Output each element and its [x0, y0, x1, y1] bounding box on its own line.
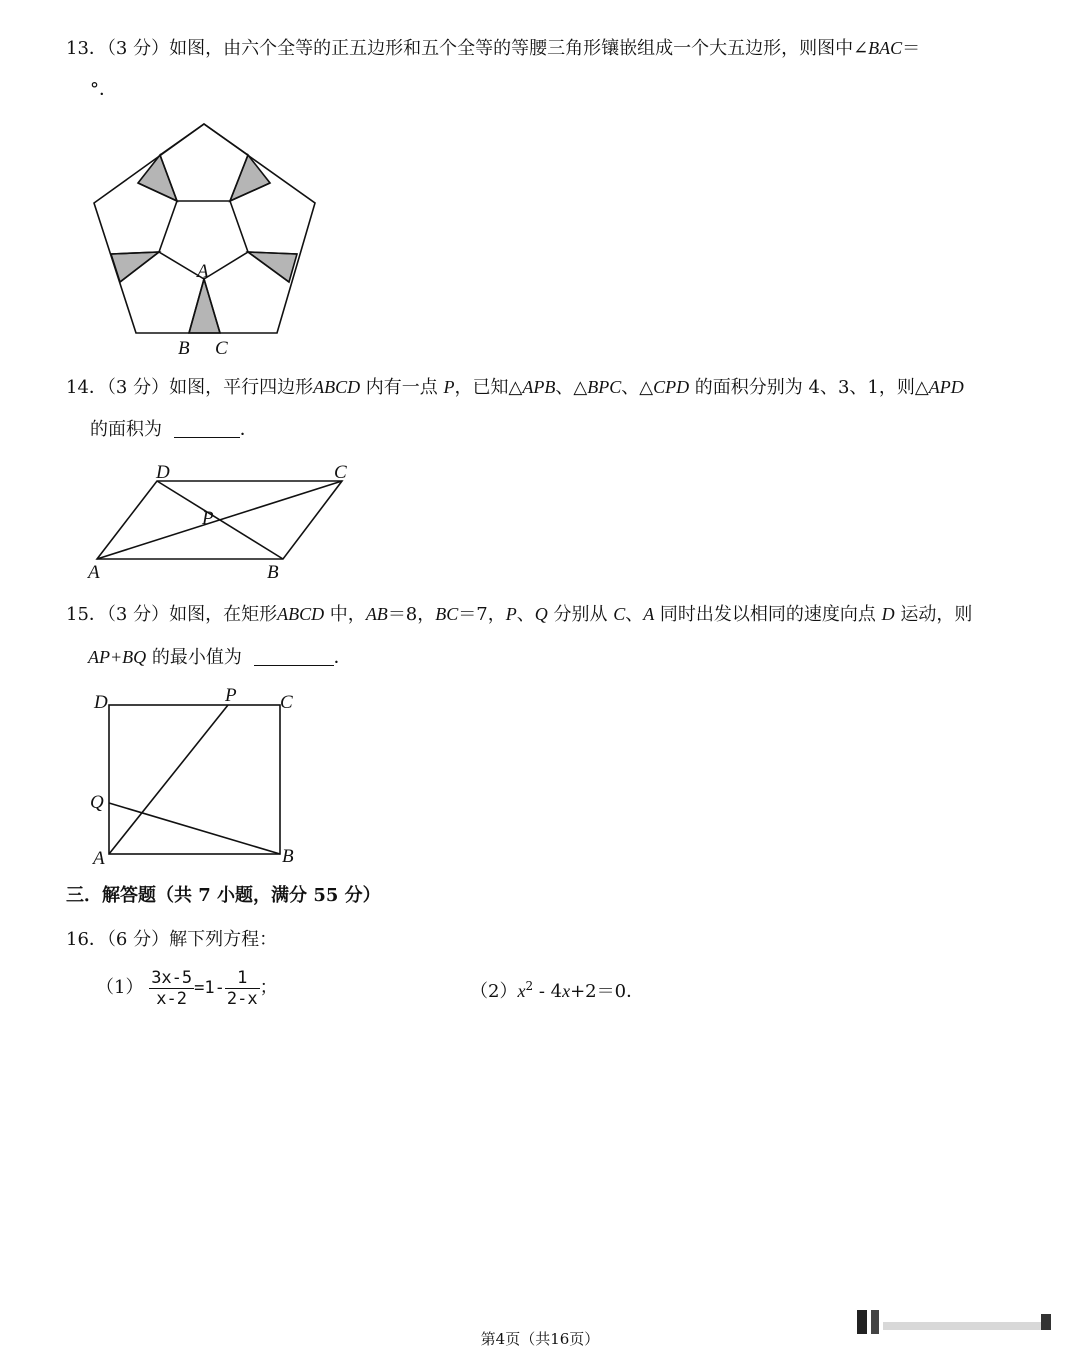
q15-rectangle-figure	[86, 682, 306, 868]
q15-segment-bq	[109, 803, 280, 854]
q14-label-d: D	[156, 462, 170, 483]
q15-answer-blank[interactable]	[254, 647, 334, 666]
q13-line1: 13．（3 分）如图，由六个全等的正五边形和五个全等的等腰三角形镶嵌组成一个大五边形，则图中∠	[66, 38, 869, 59]
q16-fraction-2: $\frac{1}{2-x}$	[226, 967, 258, 1009]
q13-label-c: C	[215, 338, 228, 358]
q13-shaded-triangles	[111, 155, 297, 333]
q15-label-b: B	[282, 846, 294, 867]
q15-label-p: P	[225, 685, 237, 706]
q14-label-c: C	[334, 462, 347, 483]
q13-pentagon-figure	[86, 118, 326, 358]
q16-part1: （1） $\frac{3x-5}{x-2}$ =1- $\frac{1}{2-x}$ ；	[96, 967, 278, 1009]
q15-label-d: D	[94, 692, 108, 713]
q14-parallelogram-figure	[86, 458, 366, 586]
q14-label-a: A	[88, 562, 100, 583]
q14-label-p: P	[202, 508, 214, 529]
q13-triangle-bottom	[189, 279, 220, 333]
q13-triangle-top-right	[230, 155, 270, 201]
q16-title: 16．（6 分）解下列方程：	[66, 929, 278, 950]
q13-angle: BAC	[868, 38, 903, 58]
q13-line2: °．	[90, 79, 117, 100]
q15-label-q: Q	[90, 792, 104, 813]
q14-label-b: B	[267, 562, 279, 583]
q15-segment-ap	[109, 705, 228, 854]
q16-part2: $(2)x^2 - 4x+2=0$．	[470, 979, 645, 1002]
q15-rectangle	[109, 705, 280, 854]
q15-label-a: A	[93, 848, 105, 868]
q13-label-a: A	[197, 261, 209, 282]
q15-line2: AP+BQ 的最小值为 ．	[88, 647, 352, 668]
section3-title: 三．解答题（共 7 小题，满分 55 分）	[66, 885, 381, 906]
q16-fraction-1: $\frac{3x-5}{x-2}$	[151, 967, 193, 1009]
q14-segment-dp-b	[157, 481, 283, 559]
q13-eq: ＝	[902, 38, 921, 59]
q13-text	[66, 36, 920, 61]
q15-label-c: C	[280, 692, 293, 713]
q13-triangle-top-left	[138, 155, 177, 201]
q15-text: 15．（3 分）如图，在矩形ABCD 中，AB＝8，BC＝7，P、Q 分别从 C、A 同时出发以相同的速度向点 D 运动，则	[66, 604, 973, 625]
q14-answer-blank[interactable]	[174, 419, 240, 438]
q14-text: 14．（3 分）如图，平行四边形ABCD 内有一点 P，已知△APB、△BPC、△CPD 的面积分别为 4、3、1，则△APD	[66, 377, 964, 398]
q13-label-b: B	[178, 338, 190, 358]
q14-line2: 的面积为 ．	[90, 419, 258, 440]
page-footer: 第4页（共16页）	[480, 1330, 600, 1348]
